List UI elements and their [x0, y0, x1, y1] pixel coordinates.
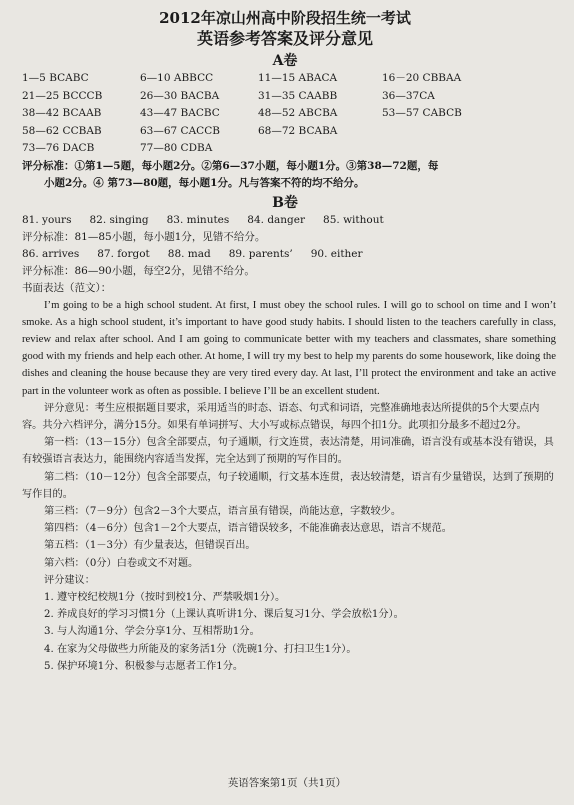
- answer-cell: 53—57 CABCB: [382, 107, 462, 119]
- answer-cell: 84. danger: [247, 213, 306, 226]
- answer-cell: 88. mad: [167, 247, 211, 260]
- answer-row-b2: [22, 246, 556, 263]
- grade-level-5: 第五档：（1－3分）有少量表达，但错误百出。: [44, 540, 256, 552]
- comments-paragraph: 评分意见：考生应根据题目要求，采用适当的时态、语态、句式和词语，完整准确地表达所提供的5个大要点内容。共分六档评分，满分15分。如果有单词拼写、大小写或标点错误，每四个扣1分。此项扣分最多不超过2分。: [22, 402, 540, 431]
- answer-row-b1: [22, 212, 556, 229]
- grade-level-1: 第一档：（13－15分）包含全部要点，句子通顺，行文连贯，表达清楚，用词准确，语言没有或基本没有错误，具有较强语言表达力，能围绕内容适当发挥，完全达到了预期的写作目的。: [22, 437, 554, 466]
- answer-cell: 38—42 BCAAB: [22, 107, 102, 119]
- answer-cell: 77—80 CDBA: [140, 142, 213, 154]
- model-essay: [22, 297, 556, 400]
- section-b-heading: B卷: [272, 194, 298, 211]
- answer-cell: 86. arrives: [22, 247, 80, 260]
- answer-cell: 48—52 ABCBA: [258, 107, 338, 119]
- suggestion-item: 5. 保护环境1分、积极参与志愿者工作1分。: [44, 660, 244, 672]
- grade-level-6: 第六档：（0分）白卷或文不对题。: [44, 557, 199, 569]
- scoring-b1: 评分标准：81—85小题，每小题1分，见错不给分。: [22, 230, 266, 243]
- grade-level-4: 第四档：（4－6分）包含1－2个大要点，语言错误较多，不能准确表达意思，语言不规范。: [44, 523, 452, 535]
- suggestion-item: 1. 遵守校纪校规1分（按时到校1分、严禁吸烟1分）。: [44, 591, 286, 603]
- scoring-a-line2: 小题2分。④ 第73—80题，每小题1分。凡与答案不符的均不给分。: [44, 176, 365, 189]
- answer-cell: 21—25 BCCCB: [22, 89, 103, 102]
- document-title: 2012年凉山州高中阶段招生统一考试: [159, 9, 411, 27]
- answer-cell: [382, 140, 502, 158]
- document-subtitle: 英语参考答案及评分意见: [196, 29, 373, 48]
- answer-cell: 31—35 CAABB: [258, 89, 338, 102]
- answer-cell: 87. forgot: [97, 247, 150, 260]
- essay-paragraph: I’m going to be a high school student. At first, I must obey the school rules. I will go to school on time and I won’t smoke. As a high school student, it’s important to have good study habits. I should listen to the teachers carefully in class, review and relax after school. And I am going to communicate better with my teachers and classmates, share something good with my friends and help each other. At home, I will try my best to help my parents do some housework, like doing the dishes and cleaning the house because they are very tired every day. At last, I’ll protect the environment and take an active part in the volunteer work as often as possible. I believe I’ll be an excellent student.: [22, 298, 556, 397]
- answer-cell: [382, 123, 502, 141]
- answer-cell: 26—30 BACBA: [140, 89, 220, 102]
- writing-heading: 书面表达（范文）：: [22, 281, 112, 294]
- grade-level-2: 第二档：（10－12分）包含全部要点，句子较通顺，行文基本连贯，表达较清楚，语言有少量错误，达到了预期的写作目的。: [22, 471, 554, 500]
- answer-cell: 43—47 BACBC: [140, 107, 220, 119]
- answer-cell: 82. singing: [89, 213, 149, 226]
- answer-cell: 1—5 BCABC: [22, 72, 89, 84]
- answer-cell: 58—62 CCBAB: [22, 124, 102, 137]
- answer-cell: 63—67 CACCB: [140, 124, 220, 137]
- scoring-b2: 评分标准：86—90小题，每空2分，见错不给分。: [22, 264, 255, 277]
- suggestions-heading: 评分建议：: [44, 574, 95, 586]
- answer-cell: 89. parents’: [228, 247, 293, 260]
- answer-cell: 11—15 ABACA: [258, 72, 338, 84]
- grading-comments: [22, 400, 556, 675]
- section-a-heading: A卷: [272, 53, 298, 69]
- suggestion-item: 2. 养成良好的学习习惯1分（上课认真听讲1分、课后复习1分、学会放松1分）。: [44, 609, 404, 621]
- page-footer: 英语答案第1页（共1页）: [227, 777, 347, 789]
- answer-cell: 36—37CA: [382, 89, 435, 102]
- answer-cell: 6—10 ABBCC: [140, 72, 214, 84]
- answer-cell: 73—76 DACB: [22, 142, 95, 154]
- scoring-a-line1: 评分标准：①第1—5题，每小题2分。②第6—37小题，每小题1分。③第38—72题，每: [22, 159, 439, 172]
- answer-cell: 68—72 BCABA: [258, 124, 338, 137]
- answer-cell: 90. either: [310, 247, 363, 260]
- answer-cell: 85. without: [323, 213, 384, 226]
- answer-cell: [258, 140, 382, 158]
- answer-grid-a: [22, 70, 556, 158]
- suggestion-item: 4. 在家为父母做些力所能及的家务活1分（洗碗1分、打扫卫生1分）。: [44, 643, 357, 655]
- answer-cell: 83. minutes: [166, 213, 230, 226]
- answer-cell: 81. yours: [22, 213, 72, 226]
- answer-cell: 16－20 CBBAA: [382, 72, 462, 84]
- grade-level-3: 第三档：（7－9分）包含2－3个大要点，语言虽有错误，尚能达意，字数较少。: [44, 505, 402, 517]
- suggestion-item: 3. 与人沟通1分、学会分享1分、互相帮助1分。: [44, 626, 260, 638]
